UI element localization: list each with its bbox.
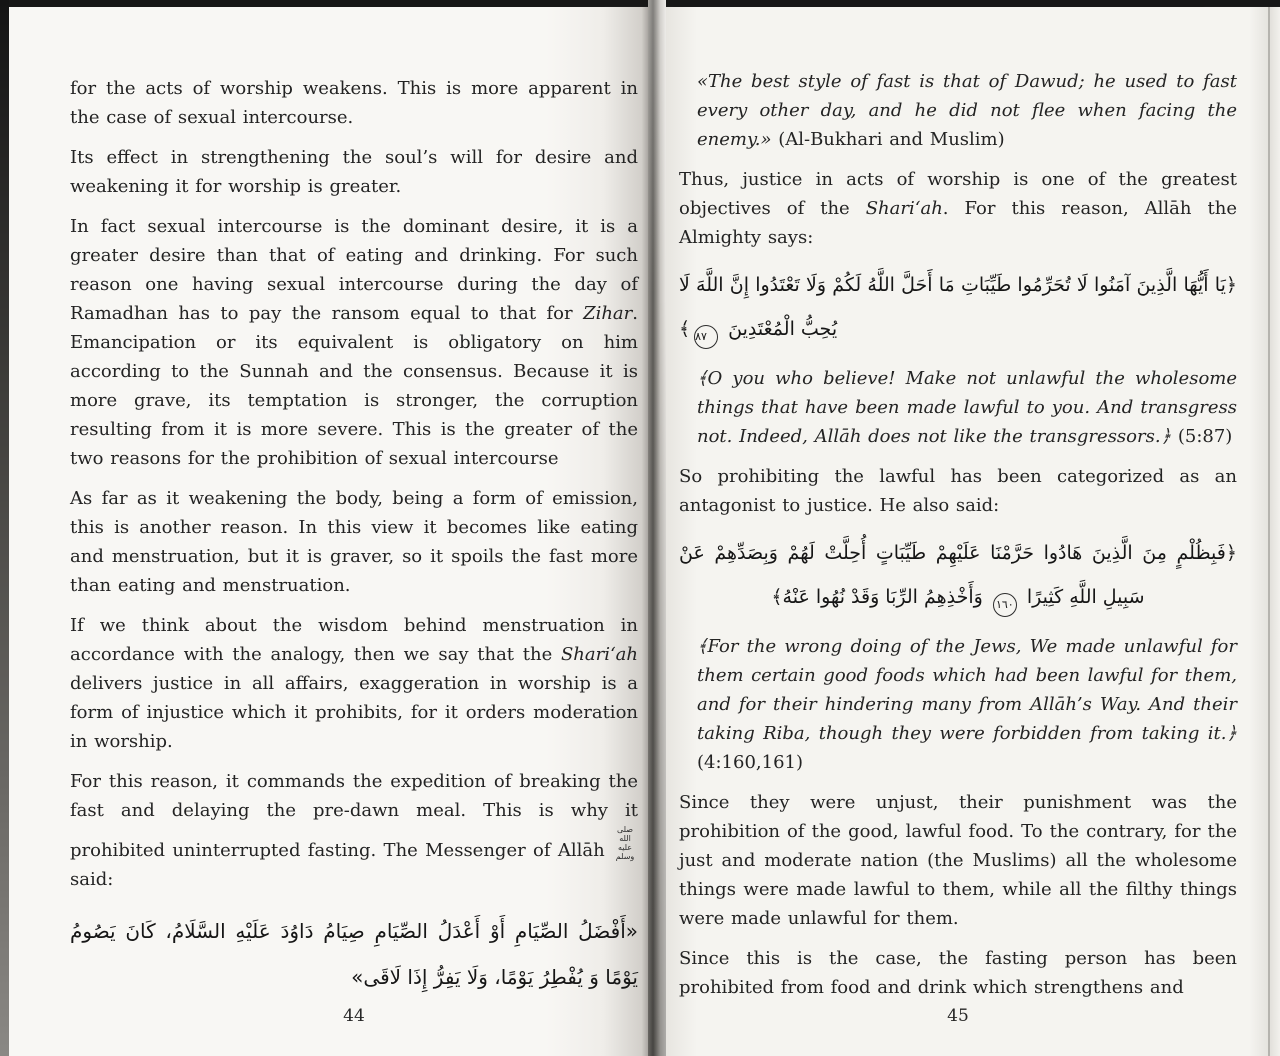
scan-top-edge [0,0,1280,7]
left-page-text-block [70,74,638,1000]
paragraph: for the acts of worship weakens. This is more apparent in the case of sexual intercourse. [70,78,638,128]
ayah-number-marker: ٨٧ [694,325,718,349]
paragraph: If we think about the wisdom behind menstruation in accordance with the analogy, then we say that the Shari‘ah delivers justice in all affairs, exaggeration in worship is a form of injustice which it prohibits, for it orders moderation in worship. [70,615,638,752]
verse-text: وَأَخْذِهِمُ الرِّبَا وَقَدْ نُهُوا عَنْهُ﴾ [771,586,989,608]
paragraph: So prohibiting the lawful has been categorized as an antagonist to justice. He also said: [679,466,1237,516]
paragraph: Since this is the case, the fasting person has been prohibited from food and drink which strengthens and [679,948,1237,998]
verse-translation: ﴾O you who believe! Make not unlawful the wholesome things that have been made lawful to you. And transgress not. Indeed, Allāh does not like the transgressors.﴿ (5:87) [697,368,1237,447]
verse-text: ﴿فَبِظُلْمٍ مِنَ الَّذِينَ هَادُوا حَرَّمْنَا عَلَيْهِمْ طَيِّبَاتٍ أُحِلَّتْ لَهُمْ وَبِصَدِّهِمْ عَنْ سَبِيلِ اللَّهِ كَثِيرًا [679,542,1237,608]
paragraph: In fact sexual intercourse is the dominant desire, it is a greater desire than that of eating and drinking. For such reason one having sexual intercourse during the day of Ramadhan has to pay the ransom equal to that for Zihar. Emancipation or its equivalent is obligatory on him according to the Sunnah and the consensus. Because it is more grave, its temptation is stronger, the corruption resulting from it is more severe. This is the greater of the two reasons for the prohibition of sexual intercourse [70,216,638,469]
quran-verse-arabic [679,531,1237,619]
arabic-hadith-text: «أَفْضَلُ الصِّيَامِ أَوْ أَعْدَلُ الصِّيَامِ صِيَامُ دَاوُدَ عَلَيْهِ السَّلَامُ، كَانَ يَصُومُ يَوْمًا وَ يُفْطِرُ يَوْمًا، وَلَا يَفِرُّ إِذَا لَاقَى» [70,919,638,989]
paragraph: Since they were unjust, their punishment was the prohibition of the good, lawful food. To the contrary, for the just and moderate nation (the Muslims) all the wholesome things were made lawful to them, while all the filthy things were made unlawful for them. [679,792,1237,929]
verse-text: ﴿يَا أَيُّهَا الَّذِينَ آمَنُوا لَا تُحَرِّمُوا طَيِّبَاتِ مَا أَحَلَّ اللَّهُ لَكُمْ وَلَا تَعْتَدُوا إِنَّ اللَّهَ لَا يُحِبُّ الْمُعْتَدِينَ [679,274,1237,340]
paragraph: As far as it weakening the body, being a form of emission, this is another reason. In this view it becomes like eating and menstruation, but it is graver, so it spoils the fast more than eating and menstruation. [70,488,638,596]
right-page-text-block [679,67,1237,1013]
scan-right-page-edge [1268,7,1270,1056]
verse-closing-ornament: ﴾ [679,318,691,340]
paragraph: Its effect in strengthening the soul’s will for desire and weakening it for worship is greater. [70,147,638,197]
ayah-number-marker: ١٦٠ [993,593,1017,617]
book-gutter [648,0,666,1056]
verse-translation: ﴾For the wrong doing of the Jews, We made unlawful for them certain good foods which had been lawful for them, and for their hindering many from Allāh’s Way. And their taking Riba, though they were forbidden from taking it.﴿ (4:160,161) [697,636,1237,773]
scan-left-edge [0,0,9,1056]
page-number-right: 45 [947,1006,969,1026]
page-number-left: 44 [343,1006,365,1026]
left-page [9,7,648,1056]
hadith-translation-quote: «The best style of fast is that of Dawud; he used to fast every other day, and he did not flee when facing the enemy.» (Al-Bukhari and Muslim) [697,71,1237,150]
paragraph: Thus, justice in acts of worship is one of the greatest objectives of the Shari‘ah. For this reason, Allāh the Almighty says: [679,169,1237,248]
quran-verse-arabic [679,263,1237,351]
paragraph: For this reason, it commands the expedition of breaking the fast and delaying the pre-dawn meal. This is why it prohibited uninterrupted fasting. The Messenger of Allāh صلى الله عليه وسلم said: [70,771,638,890]
right-page [666,7,1280,1056]
